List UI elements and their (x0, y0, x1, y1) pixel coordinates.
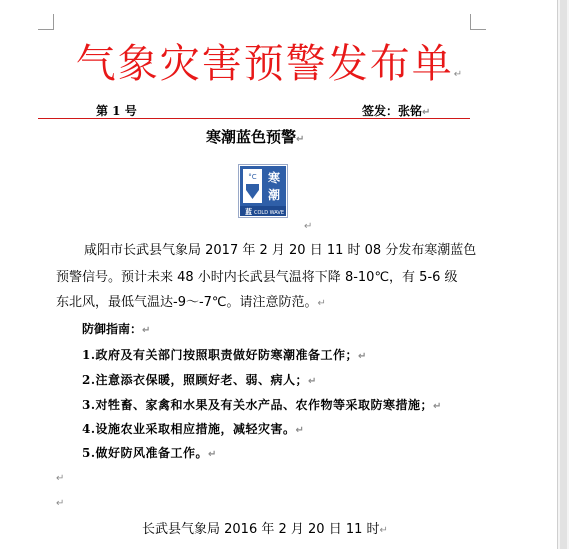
guide-item-5: 5.做好防风准备工作。↵ (82, 446, 217, 460)
svg-text:潮: 潮 (267, 188, 281, 202)
paragraph-mark-icon: ↵ (379, 525, 388, 536)
guide-item-3: 3.对牲畜、家禽和水果及有关水产品、农作物等采取防寒措施；↵ (82, 398, 442, 412)
footer-issuer-date: 长武县气象局 2016 年 2 月 20 日 11 时↵ (142, 522, 388, 537)
warning-title: 寒潮蓝色预警↵ (206, 128, 305, 146)
paragraph-mark-icon: ↵ (433, 401, 442, 412)
svg-text:蓝: 蓝 (245, 208, 252, 216)
paragraph-mark-icon: ↵ (208, 449, 217, 460)
guide-heading: 防御指南：↵ (82, 322, 151, 336)
body-line-2: 预警信号。预计未来 48 小时内长武县气温将下降 8-10℃，有 5-6 级 (56, 270, 458, 285)
crop-mark-top-right (470, 14, 486, 30)
paragraph-mark-icon: ↵ (56, 473, 65, 484)
paragraph-mark-icon: ↵ (453, 69, 463, 80)
paragraph-mark-icon: ↵ (358, 351, 367, 362)
guide-item-2: 2.注意添衣保暖，照顾好老、弱、病人；↵ (82, 373, 317, 387)
signer: 签发：张铭↵ (362, 104, 431, 118)
paragraph-mark-icon: ↵ (422, 107, 431, 118)
svg-text:°C: °C (248, 173, 257, 181)
paragraph-mark-icon: ↵ (304, 221, 313, 232)
vertical-scrollbar[interactable] (557, 0, 569, 549)
paragraph-mark-icon: ↵ (295, 425, 304, 436)
guide-item-4: 4.设施农业采取相应措施，减轻灾害。↵ (82, 422, 304, 436)
red-divider (38, 118, 470, 119)
scrollbar-thumb[interactable] (560, 0, 567, 549)
paragraph-mark-icon: ↵ (296, 134, 305, 145)
body-line-1: 咸阳市长武县气象局 2017 年 2 月 20 日 11 时 08 分发布寒潮蓝色 (84, 243, 477, 258)
issue-number: 第 1 号 (96, 104, 137, 118)
crop-mark-top-left (38, 14, 54, 30)
body-line-3: 东北风，最低气温达-9～-7℃。请注意防范。↵ (56, 295, 326, 310)
document-title: 气象灾害预警发布单↵ (75, 41, 463, 87)
cold-wave-blue-signal-icon (238, 164, 288, 218)
svg-text:寒: 寒 (267, 171, 281, 185)
paragraph-mark-icon: ↵ (317, 298, 326, 309)
paragraph-mark-icon: ↵ (308, 376, 317, 387)
paragraph-mark-icon: ↵ (56, 498, 65, 509)
paragraph-mark-icon: ↵ (142, 325, 151, 336)
svg-text:COLD WAVE: COLD WAVE (253, 210, 285, 216)
guide-item-1: 1.政府及有关部门按照职责做好防寒潮准备工作；↵ (82, 348, 367, 362)
